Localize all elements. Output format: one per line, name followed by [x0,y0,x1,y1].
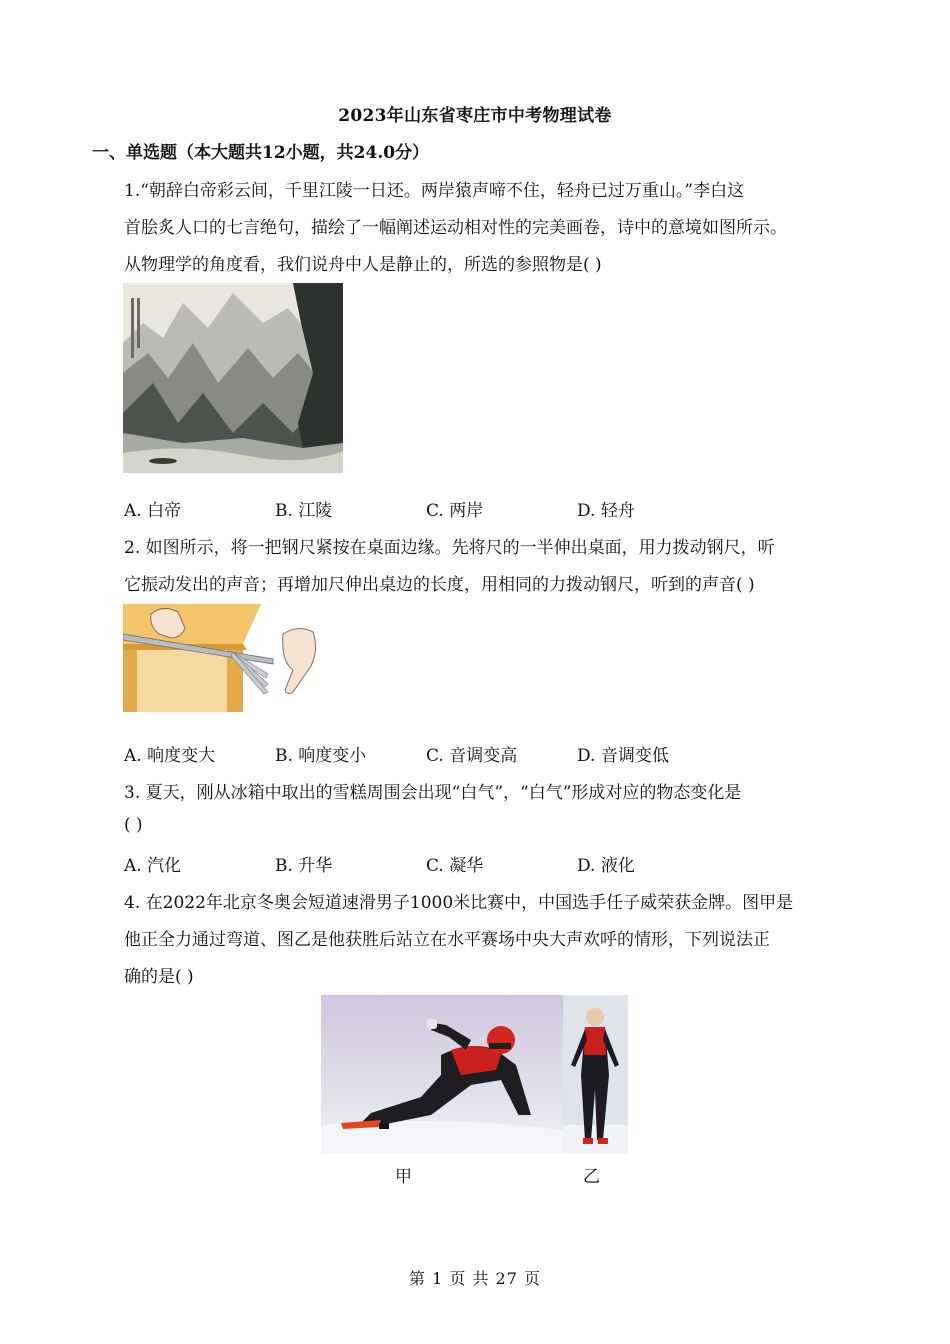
q4-caption-yi: 乙 [583,1167,600,1187]
q2-line-1: 2. 如图所示，将一把钢尺紧按在桌面边缘。先将尺的一半伸出桌面，用力拨动钢尺，听 [124,538,775,558]
q3-line-2: ( ) [124,815,143,835]
q3-option-a[interactable]: A. 汽化 [124,856,182,876]
page-footer: 第 1 页 共 27 页 [409,1269,541,1288]
q2-option-a[interactable]: A. 响度变大 [124,746,216,766]
q1-option-a[interactable]: A. 白帝 [124,501,182,521]
q1-line-2: 首脍炙人口的七言绝句，描绘了一幅阐述运动相对性的完美画卷，诗中的意境如图所示。 [124,218,787,238]
q2-option-c[interactable]: C. 音调变高 [426,746,518,766]
q1-landscape-painting [123,283,343,473]
q1-option-c[interactable]: C. 两岸 [426,501,484,521]
q3-option-d[interactable]: D. 液化 [577,856,635,876]
q3-line-1: 3. 夏天，刚从冰箱中取出的雪糕周围会出现“白气”，“白气”形成对应的物态变化是 [124,783,742,803]
q2-option-d[interactable]: D. 音调变低 [577,746,669,766]
q4-line-3: 确的是( ) [124,967,194,987]
q4-line-2: 他正全力通过弯道、图乙是他获胜后站立在水平赛场中央大声欢呼的情形，下列说法正 [124,930,770,950]
section-heading: 一、单选题（本大题共12小题，共24.0分） [92,143,430,163]
q2-ruler-on-table-illustration [123,604,323,712]
document-title: 2023年山东省枣庄市中考物理试卷 [338,106,612,126]
q4-skater-celebrating-photo [563,995,628,1154]
q1-line-3: 从物理学的角度看，我们说舟中人是静止的，所选的参照物是( ) [124,255,602,275]
q1-option-d[interactable]: D. 轻舟 [577,501,635,521]
q1-option-b[interactable]: B. 江陵 [275,501,333,521]
q4-caption-jia: 甲 [395,1167,412,1187]
q2-line-2: 它振动发出的声音；再增加尺伸出桌边的长度，用相同的力拨动钢尺，听到的声音( ) [124,575,755,595]
q3-option-c[interactable]: C. 凝华 [426,856,484,876]
q4-skater-cornering-photo [321,995,563,1154]
q4-line-1: 4. 在2022年北京冬奥会短道速滑男子1000米比赛中，中国选手任子威荣获金牌。图甲是 [124,893,794,913]
q2-option-b[interactable]: B. 响度变小 [275,746,367,766]
q1-line-1: 1.“朝辞白帝彩云间，千里江陵一日还。两岸猿声啼不住，轻舟已过万重山。”李白这 [124,181,745,201]
q3-option-b[interactable]: B. 升华 [275,856,333,876]
